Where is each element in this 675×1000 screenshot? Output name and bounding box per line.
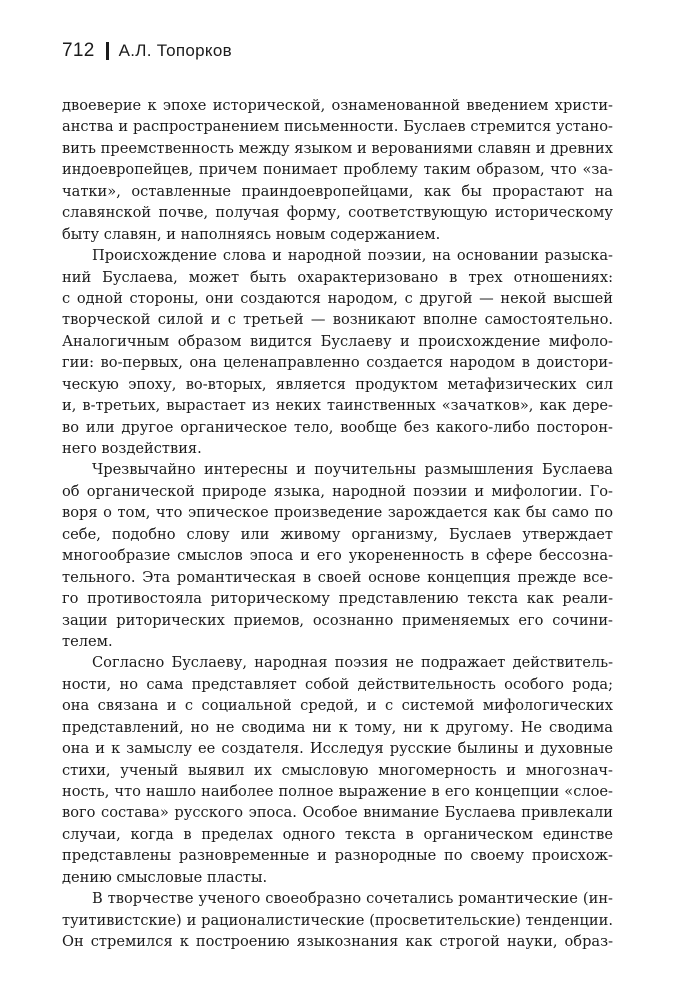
text-line: и, в-третьих, вырастает из неких таинственных «зачатков», как дере-: [62, 397, 613, 415]
text-line: зации риторических приемов, осознанно применяемых его сочини-: [62, 611, 613, 629]
text-line: себе, подобно слову или живому организму, Буслаев утверждает: [62, 525, 613, 543]
text-line: об органической природе языка, народной поэзии и мифологии. Го-: [62, 482, 613, 500]
text-line: анства и распространением письменности. Буслаев стремится устано-: [62, 118, 613, 136]
text-line: двоеверие к эпохе исторической, ознаменованной введением христи-: [62, 97, 613, 114]
paragraph-first-line: Чрезвычайно интересны и поучительны размышления Буслаева: [92, 461, 613, 479]
text-line: она и к замыслу ее создателя. Исследуя русские былины и духовные: [62, 740, 613, 758]
text-line: Аналогичным образом видится Буслаеву и происхождение мифоло-: [62, 332, 613, 350]
text-line: него воздействия.: [62, 440, 202, 457]
text-line: с одной стороны, они создаются народом, с другой — некой высшей: [62, 289, 613, 307]
text-line: случаи, когда в пределах одного текста в органическом единстве: [62, 825, 613, 843]
text-line: быту славян, и наполняясь новым содержанием.: [62, 225, 441, 243]
text-line: вого состава» русского эпоса. Особое внимание Буслаева привлекали: [62, 804, 613, 822]
text-line: славянской почве, получая форму, соответствующую историческому: [62, 204, 613, 222]
paragraph-first-line: В творчестве ученого своеобразно сочетались романтические (ин-: [92, 890, 613, 908]
text-line: творческой силой и с третьей — возникают вполне самостоятельно.: [62, 311, 613, 329]
text-line: представлений, но не сводима ни к тому, ни к другому. Не сводима: [62, 718, 613, 736]
text-line: ность, что нашло наиболее полное выражение в его концепции «слое-: [62, 783, 613, 800]
running-header: [62, 40, 232, 62]
text-line: телем.: [62, 632, 113, 650]
text-line: воря о том, что эпическое произведение зарождается как бы само по: [62, 504, 613, 522]
text-line: чатки», оставленные праиндоевропейцами, как бы прорастают на: [62, 182, 613, 200]
text-line: индоевропейцев, причем понимает проблему таким образом, что «за-: [62, 161, 613, 179]
text-line: тельного. Эта романтическая в своей основе концепция прежде все-: [62, 568, 613, 586]
text-line: представлены разновременные и разнородные по своему происхож-: [62, 847, 613, 865]
text-line: ности, но сама представляет собой действительность особого рода;: [62, 675, 613, 693]
text-line: стихи, ученый выявил их смысловую многомерность и многознач-: [62, 761, 613, 779]
running-head-author: А.Л. Топорков: [118, 41, 232, 60]
page-number: 712: [62, 40, 95, 61]
text-line: многообразие смыслов эпоса и его укорененность в сфере бессозна-: [62, 547, 613, 565]
paragraph-first-line: Согласно Буслаеву, народная поэзия не подражает действитель-: [92, 654, 613, 672]
body-text: [62, 95, 613, 953]
text-line: вить преемственность между языком и верованиями славян и древних: [62, 139, 613, 157]
text-line: она связана и с социальной средой, и с системой мифологических: [62, 697, 613, 715]
text-line: во или другое органическое тело, вообще без какого-либо посторон-: [62, 418, 613, 436]
text-line: го противостояла риторическому представлению текста как реали-: [62, 590, 613, 608]
header-separator: [106, 42, 109, 60]
text-line: дению смысловые пласты.: [62, 868, 268, 886]
text-line: гии: во-первых, она целенаправленно создается народом в доистори-: [62, 354, 613, 372]
text-line: Он стремился к построению языкознания как строгой науки, образ-: [62, 933, 613, 951]
paragraph-first-line: Происхождение слова и народной поэзии, на основании разыска-: [92, 247, 613, 265]
text-line: ний Буслаева, может быть охарактеризовано в трех отношениях:: [62, 268, 613, 286]
text-line: ческую эпоху, во-вторых, является продуктом метафизических сил: [62, 375, 613, 393]
text-line: туитивистские) и рационалистические (просветительские) тенденции.: [62, 911, 613, 929]
